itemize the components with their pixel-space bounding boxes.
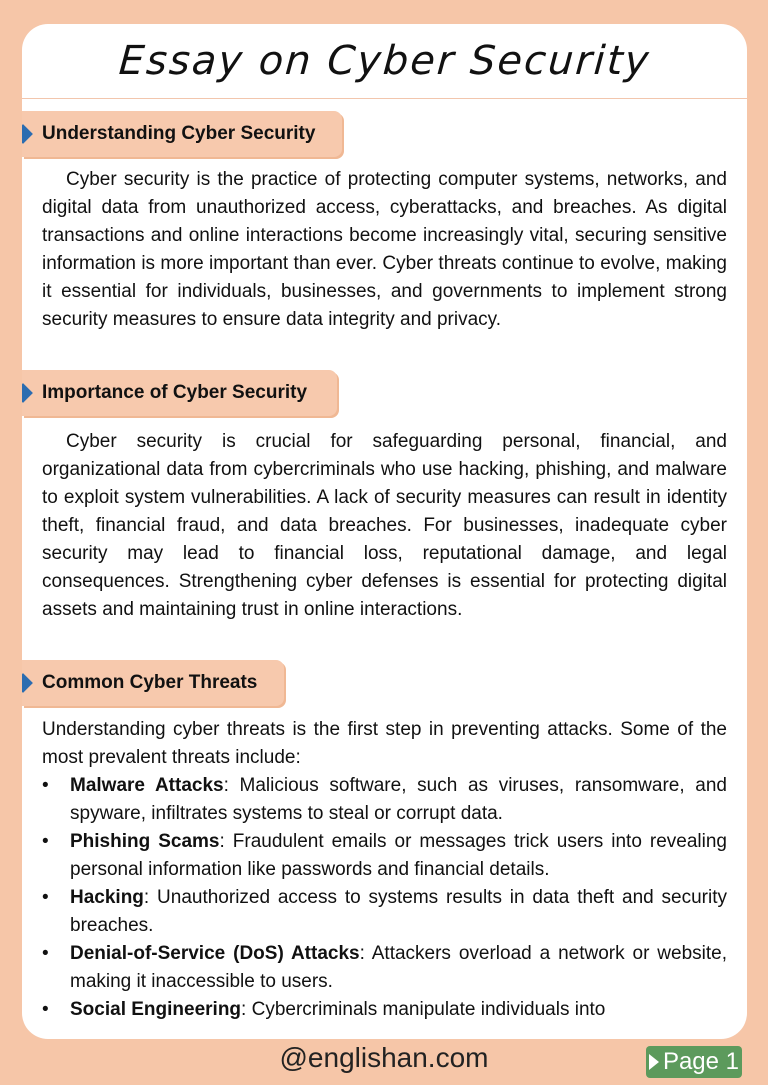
section-paragraph: Cyber security is crucial for safeguarding personal, financial, and organizational data from cybercriminals who use hacking, phishing, and malware to exploit system vulnerabilities. A lack of security measures can result in identity theft, financial fraud, and data breaches. For businesses, inadequate cyber security may lead to financial loss, reputational damage, and legal consequences. Strengthening cyber defenses is essential for protecting digital assets and maintaining trust in online interactions.: [42, 431, 727, 620]
diamond-bullet-icon: [22, 673, 33, 693]
section-heading-threats: [22, 660, 284, 706]
section-heading-text: Common Cyber Threats: [42, 672, 258, 693]
essay-card: [22, 24, 747, 1039]
list-item: • Hacking: Unauthorized access to systems results in data theft and security breaches.: [42, 887, 727, 936]
threat-term: Phishing Scams: [70, 831, 220, 852]
section-paragraph: Understanding cyber threats is the first step in preventing attacks. Some of the most prevalent threats include:: [42, 719, 727, 768]
threat-description: : Unauthorized access to systems results in data theft and security breaches.: [70, 887, 727, 936]
play-arrow-icon: [649, 1054, 659, 1070]
list-item: • Phishing Scams: Fraudulent emails or messages trick users into revealing personal information like passwords and financial details.: [42, 831, 727, 880]
page-title: Essay on Cyber Security: [117, 38, 652, 84]
threat-term: Malware Attacks: [70, 775, 224, 796]
list-item: • Malware Attacks: Malicious software, such as viruses, ransomware, and spyware, infiltrates systems to steal or corrupt data.: [42, 775, 727, 824]
section-heading-understanding: [22, 111, 342, 157]
threat-description: : Attackers overload a network or website, making it inaccessible to users.: [70, 943, 727, 992]
section-paragraph: Cyber security is the practice of protecting computer systems, networks, and digital data from unauthorized access, cyberattacks, and breaches. As digital transactions and online interactions become increasingly vital, securing sensitive information is more important than ever. Cyber threats continue to evolve, making it essential for individuals, businesses, and governments to implement strong security measures to ensure data integrity and privacy.: [42, 169, 727, 330]
diamond-bullet-icon: [22, 383, 33, 403]
threat-term: Social Engineering: [70, 999, 242, 1020]
threat-term: Hacking: [70, 887, 144, 908]
footer-site-link[interactable]: @englishan.com: [279, 1042, 489, 1073]
section-heading-text: Importance of Cyber Security: [42, 382, 308, 403]
section-heading-importance: [22, 370, 337, 416]
threat-list: [42, 772, 727, 1024]
threat-description: : Malicious software, such as viruses, ransomware, and spyware, infiltrates systems to steal or corrupt data.: [70, 775, 727, 824]
page-number: Page 1: [662, 1048, 740, 1075]
threat-description: : Cybercriminals manipulate individuals into: [241, 999, 606, 1020]
page-number-badge: [646, 1046, 742, 1078]
threat-term: Denial-of-Service (DoS) Attacks: [70, 943, 360, 964]
list-item: • Denial-of-Service (DoS) Attacks: Attackers overload a network or website, making it inaccessible to users.: [42, 943, 727, 992]
section-heading-text: Understanding Cyber Security: [42, 123, 316, 144]
threat-description: : Fraudulent emails or messages trick users into revealing personal information like passwords and financial details.: [70, 831, 727, 880]
diamond-bullet-icon: [22, 124, 33, 144]
list-item: • Social Engineering: Cybercriminals manipulate individuals into: [42, 999, 606, 1020]
title-bar: [22, 24, 747, 99]
